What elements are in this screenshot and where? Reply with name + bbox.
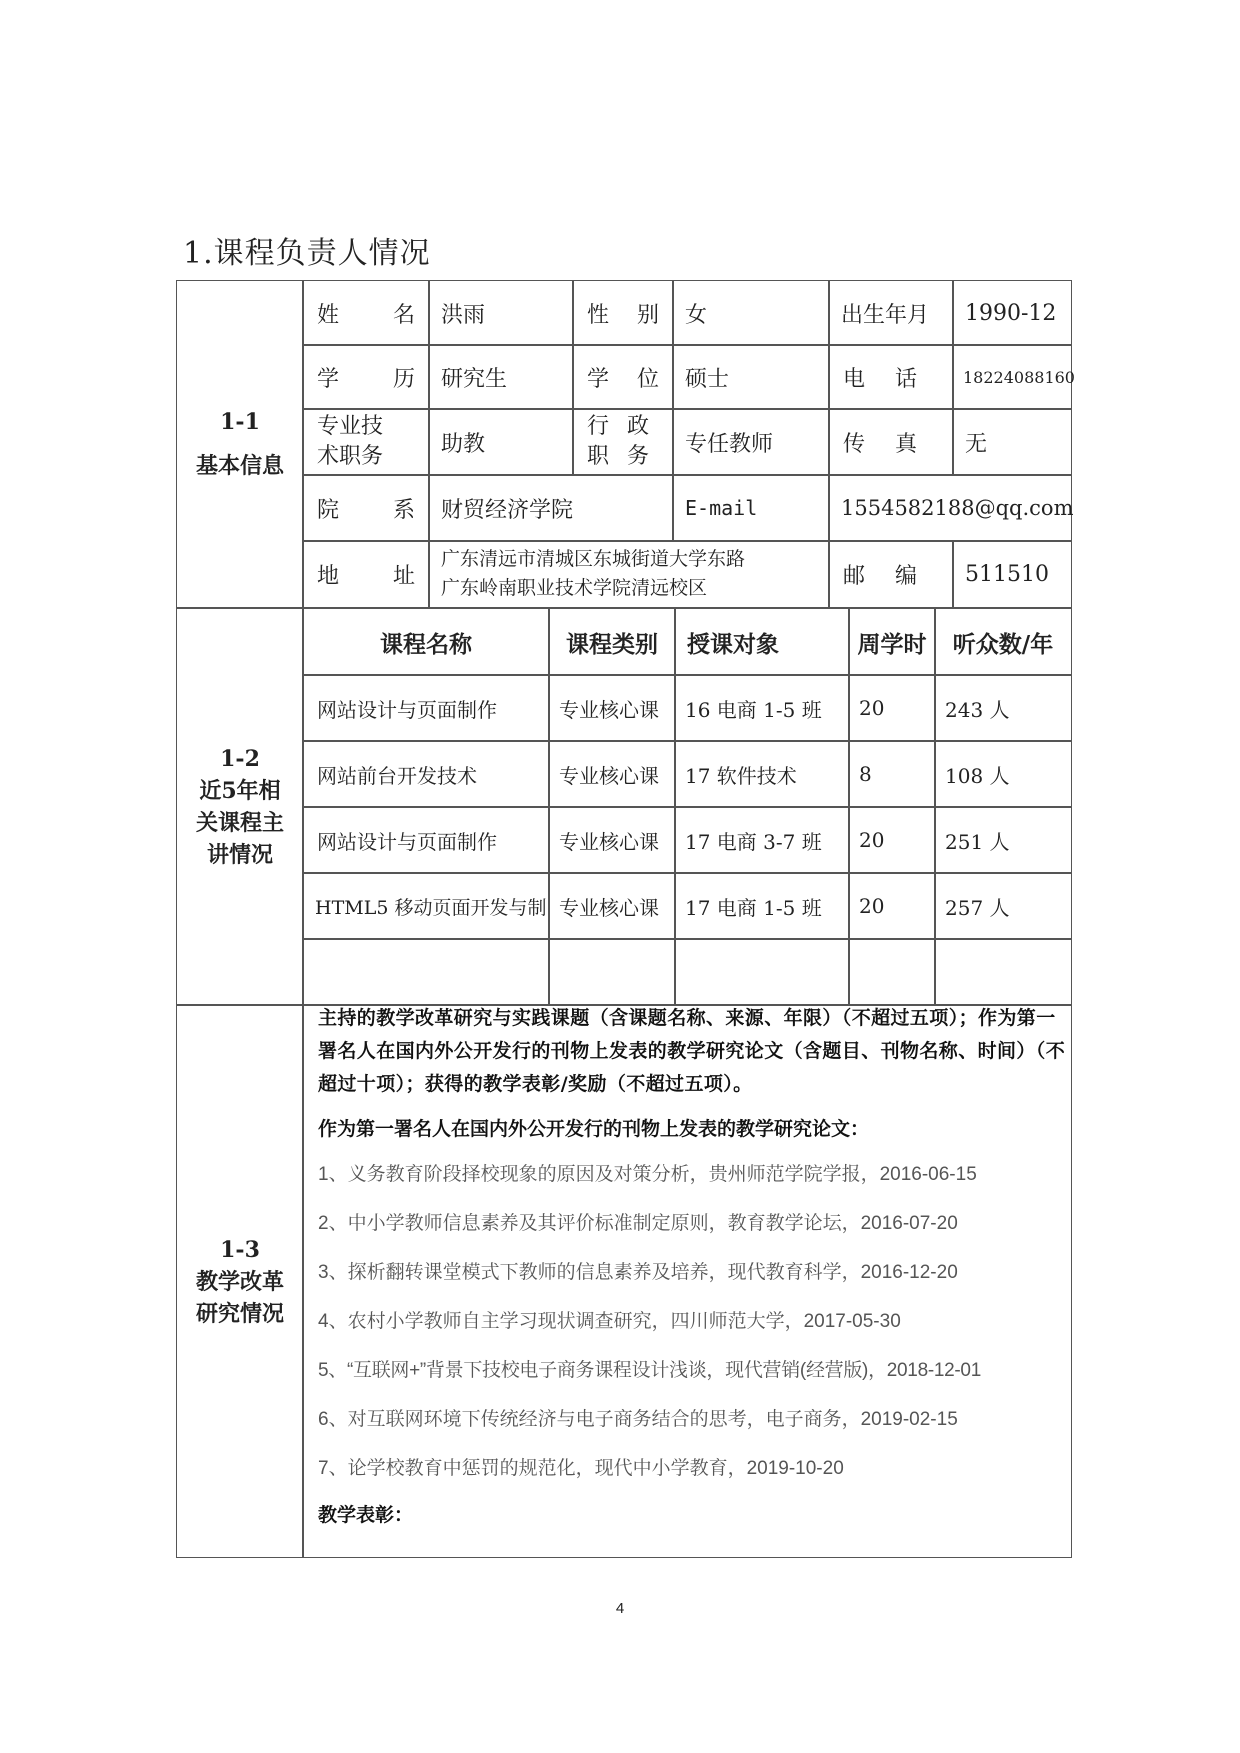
section-label-1-3: 1-3 教学改革 研究情况 (176, 1005, 304, 1558)
col-header-course-type: 课程类别 (548, 608, 676, 676)
list-item: 1、义务教育阶段择校现象的原因及对策分析，贵州师范学院学报，2016-06-15 (318, 1164, 977, 1185)
list-item: 6、对互联网环境下传统经济与电子商务结合的思考，电子商务，2019-02-15 (318, 1409, 958, 1430)
page-number: 4 (615, 1600, 625, 1617)
gender-label: 性 别 (572, 280, 674, 346)
professional-title-value: 助教 (428, 408, 574, 476)
name-value: 洪雨 (428, 280, 574, 346)
table-row-1-course: 网站设计与页面制作 (302, 674, 550, 742)
table-row-2-course: 网站前台开发技术 (302, 740, 550, 808)
department-value: 财贸经济学院 (428, 474, 674, 542)
admin-post-value: 专任教师 (672, 408, 830, 476)
degree-label: 学 位 (572, 344, 674, 410)
fax-label: 传 真 (828, 408, 954, 476)
table-row-4-type: 专业核心课 (548, 872, 676, 940)
section-label-1-2: 1-2 近5年相 关课程主 讲情况 (176, 608, 304, 1005)
table-row-1-type: 专业核心课 (548, 674, 676, 742)
teaching-reform-instructions: 主持的教学改革研究与实践课题（含课题名称、来源、年限）（不超过五项）；作为第一署名人在国内外公开发行的刊物上发表的教学研究论文（含题目、刊物名称、时间）（不超过十项）；获得的教学表彰/奖励（不超过五项）。 (318, 1007, 1066, 1095)
col-header-audience: 授课对象 (674, 608, 850, 676)
department-label: 院 系 (302, 474, 430, 542)
teaching-reform-text (318, 1002, 1073, 1532)
table-row-5-listeners (934, 938, 1072, 1005)
email-value: 1554582188@qq.com (828, 474, 1072, 542)
table-row-2-hours: 8 (848, 740, 936, 808)
address-value: 广东清远市清城区东城街道大学东路 广东岭南职业技术学院清远校区 (428, 540, 830, 608)
degree-value: 硕士 (672, 344, 830, 410)
table-row-1-audience: 16 电商 1-5 班 (674, 674, 850, 742)
table-row-5-type (548, 938, 676, 1005)
table-row-2-audience: 17 软件技术 (674, 740, 850, 808)
education-label: 学 历 (302, 344, 430, 410)
phone-value: 18224088160 (952, 344, 1072, 410)
list-item: 2、中小学教师信息素养及其评价标准制定原则，教育教学论坛，2016-07-20 (318, 1213, 958, 1234)
table-row-3-type: 专业核心课 (548, 806, 676, 874)
table-row-5-audience (674, 938, 850, 1005)
education-value: 研究生 (428, 344, 574, 410)
zip-value: 511510 (952, 540, 1072, 608)
admin-post-label: 行 政 职 务 (572, 408, 674, 476)
table-row-3-audience: 17 电商 3-7 班 (674, 806, 850, 874)
table-row-4-audience: 17 电商 1-5 班 (674, 872, 850, 940)
table-row-1-hours: 20 (848, 674, 936, 742)
table-row-3-course: 网站设计与页面制作 (302, 806, 550, 874)
col-header-weekly-hours: 周学时 (848, 608, 936, 676)
phone-label: 电 话 (828, 344, 954, 410)
table-row-2-type: 专业核心课 (548, 740, 676, 808)
list-item: 3、探析翻转课堂模式下教师的信息素养及培养，现代教育科学，2016-12-20 (318, 1262, 958, 1283)
list-item: 7、论学校教育中惩罚的规范化，现代中小学教育，2019-10-20 (318, 1458, 844, 1479)
table-row-3-listeners: 251 人 (934, 806, 1072, 874)
address-label: 地 址 (302, 540, 430, 608)
professional-title-label: 专业技 术职务 (302, 408, 430, 476)
gender-value: 女 (672, 280, 830, 346)
fax-value: 无 (952, 408, 1072, 476)
table-row-5-course (302, 938, 550, 1005)
list-item: 4、农村小学教师自主学习现状调查研究，四川师范大学，2017-05-30 (318, 1311, 901, 1332)
papers-heading: 作为第一署名人在国内外公开发行的刊物上发表的教学研究论文： (318, 1118, 870, 1140)
name-label: 姓 名 (302, 280, 430, 346)
col-header-audience-per-year: 听众数/年 (934, 608, 1072, 676)
table-row-2-listeners: 108 人 (934, 740, 1072, 808)
zip-label: 邮 编 (828, 540, 954, 608)
table-row-4-hours: 20 (848, 872, 936, 940)
email-label: E-mail (672, 474, 830, 542)
table-row-5-hours (848, 938, 936, 1005)
section-label-1-1: 1-1 基本信息 (176, 280, 304, 608)
table-row-3-hours: 20 (848, 806, 936, 874)
birth-label: 出生年月 (828, 280, 954, 346)
section-title: 1.课程负责人情况 (183, 236, 431, 271)
table-row-1-listeners: 243 人 (934, 674, 1072, 742)
table-row-4-course: HTML5 移动页面开发与制 (302, 872, 550, 940)
list-item: 5、“互联网+”背景下技校电子商务课程设计浅谈，现代营销(经营版)，2018-12-01 (318, 1360, 981, 1381)
table-row-4-listeners: 257 人 (934, 872, 1072, 940)
col-header-course-name: 课程名称 (302, 608, 550, 676)
awards-heading: 教学表彰： (318, 1504, 414, 1526)
birth-value: 1990-12 (952, 280, 1072, 346)
